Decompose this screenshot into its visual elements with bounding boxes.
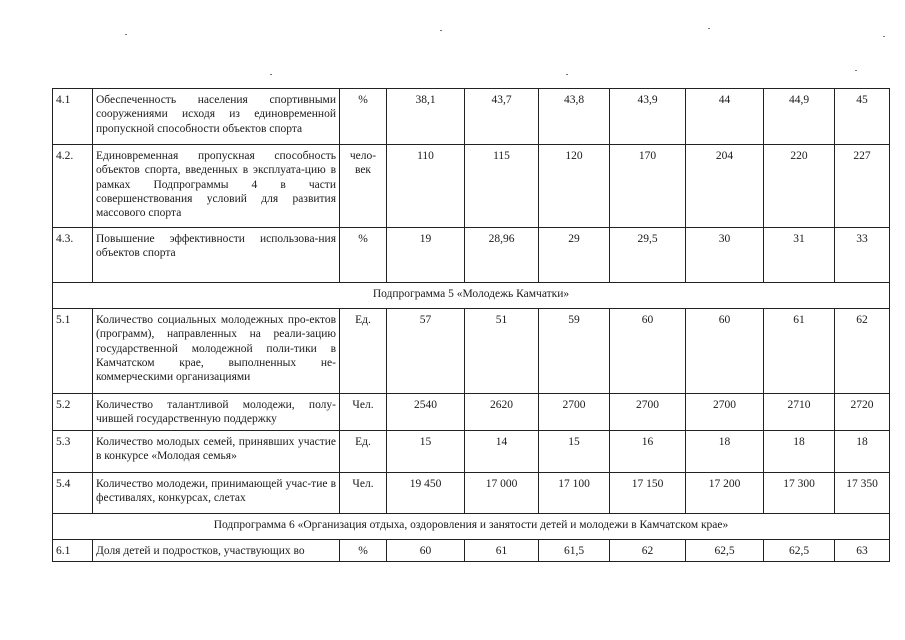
value-cell: 2620 bbox=[465, 394, 539, 431]
value-cell: 33 bbox=[835, 228, 890, 283]
value-cell: 38,1 bbox=[387, 89, 465, 145]
value-cell: 62 bbox=[835, 309, 890, 394]
value-cell: 62,5 bbox=[764, 539, 835, 561]
value-cell: 227 bbox=[835, 145, 890, 228]
value-cell: 43,8 bbox=[539, 89, 610, 145]
unit-cell: Ед. bbox=[340, 309, 387, 394]
unit-cell: % bbox=[340, 89, 387, 145]
value-cell: 51 bbox=[465, 309, 539, 394]
row-number: 5.2 bbox=[53, 394, 93, 431]
row-number: 5.1 bbox=[53, 309, 93, 394]
scan-speck bbox=[855, 70, 857, 71]
unit-cell: Чел. bbox=[340, 394, 387, 431]
value-cell: 18 bbox=[686, 430, 764, 472]
value-cell: 31 bbox=[764, 228, 835, 283]
subprogram-title: Подпрограмма 5 «Молодежь Камчатки» bbox=[53, 283, 890, 309]
indicator-name: Повышение эффективности использова-ния объектов спорта bbox=[93, 228, 340, 283]
value-cell: 17 100 bbox=[539, 472, 610, 513]
value-cell: 19 450 bbox=[387, 472, 465, 513]
value-cell: 44,9 bbox=[764, 89, 835, 145]
value-cell: 2700 bbox=[610, 394, 686, 431]
unit-cell: % bbox=[340, 539, 387, 561]
value-cell: 29,5 bbox=[610, 228, 686, 283]
value-cell: 29 bbox=[539, 228, 610, 283]
scan-speck bbox=[708, 28, 710, 29]
table-row bbox=[53, 539, 890, 561]
value-cell: 60 bbox=[610, 309, 686, 394]
row-number: 4.2. bbox=[53, 145, 93, 228]
value-cell: 15 bbox=[539, 430, 610, 472]
scan-speck bbox=[270, 74, 272, 75]
value-cell: 120 bbox=[539, 145, 610, 228]
indicator-name: Обеспеченность населения спортивными сооружениями исходя из единовременной пропускной способности объектов спорта bbox=[93, 89, 340, 145]
value-cell: 59 bbox=[539, 309, 610, 394]
value-cell: 14 bbox=[465, 430, 539, 472]
value-cell: 204 bbox=[686, 145, 764, 228]
unit-cell: Чел. bbox=[340, 472, 387, 513]
value-cell: 17 200 bbox=[686, 472, 764, 513]
row-number: 5.4 bbox=[53, 472, 93, 513]
value-cell: 60 bbox=[686, 309, 764, 394]
table-row bbox=[53, 228, 890, 283]
indicator-name: Количество молодежи, принимающей учас-тие в фестивалях, конкурсах, слетах bbox=[93, 472, 340, 513]
table-row bbox=[53, 430, 890, 472]
indicators-table bbox=[52, 88, 890, 562]
value-cell: 62,5 bbox=[686, 539, 764, 561]
value-cell: 61 bbox=[764, 309, 835, 394]
value-cell: 110 bbox=[387, 145, 465, 228]
value-cell: 17 150 bbox=[610, 472, 686, 513]
value-cell: 17 350 bbox=[835, 472, 890, 513]
value-cell: 18 bbox=[835, 430, 890, 472]
value-cell: 30 bbox=[686, 228, 764, 283]
value-cell: 16 bbox=[610, 430, 686, 472]
value-cell: 45 bbox=[835, 89, 890, 145]
value-cell: 19 bbox=[387, 228, 465, 283]
scan-speck bbox=[125, 34, 127, 35]
value-cell: 17 000 bbox=[465, 472, 539, 513]
value-cell: 62 bbox=[610, 539, 686, 561]
table-row bbox=[53, 145, 890, 228]
value-cell: 57 bbox=[387, 309, 465, 394]
value-cell: 2710 bbox=[764, 394, 835, 431]
value-cell: 115 bbox=[465, 145, 539, 228]
table-body bbox=[53, 89, 890, 562]
subprogram-header-row bbox=[53, 513, 890, 539]
subprogram-title: Подпрограмма 6 «Организация отдыха, оздоровления и занятости детей и молодежи в Камчатском крае» bbox=[53, 513, 890, 539]
value-cell: 15 bbox=[387, 430, 465, 472]
value-cell: 63 bbox=[835, 539, 890, 561]
unit-cell: чело-век bbox=[340, 145, 387, 228]
table-row bbox=[53, 309, 890, 394]
value-cell: 28,96 bbox=[465, 228, 539, 283]
row-number: 6.1 bbox=[53, 539, 93, 561]
row-number: 4.3. bbox=[53, 228, 93, 283]
indicator-name: Количество молодых семей, принявших участие в конкурсе «Молодая семья» bbox=[93, 430, 340, 472]
table-row bbox=[53, 394, 890, 431]
value-cell: 43,9 bbox=[610, 89, 686, 145]
indicator-name: Количество социальных молодежных про-ектов (программ), направленных на реали-зацию государственной молодежной поли-тики в Камчатском крае, выполненных не-коммерческими организациями bbox=[93, 309, 340, 394]
indicator-name: Количество талантливой молодежи, полу-чившей государственную поддержку bbox=[93, 394, 340, 431]
value-cell: 2720 bbox=[835, 394, 890, 431]
value-cell: 61 bbox=[465, 539, 539, 561]
value-cell: 17 300 bbox=[764, 472, 835, 513]
row-number: 5.3 bbox=[53, 430, 93, 472]
indicator-name: Единовременная пропускная способность объектов спорта, введенных в эксплуата-цию в рамках Подпрограммы 4 в части совершенствования условий для развития массового спорта bbox=[93, 145, 340, 228]
table-row bbox=[53, 89, 890, 145]
unit-cell: % bbox=[340, 228, 387, 283]
subprogram-header-row bbox=[53, 283, 890, 309]
value-cell: 220 bbox=[764, 145, 835, 228]
value-cell: 43,7 bbox=[465, 89, 539, 145]
value-cell: 60 bbox=[387, 539, 465, 561]
value-cell: 2700 bbox=[686, 394, 764, 431]
value-cell: 2540 bbox=[387, 394, 465, 431]
row-number: 4.1 bbox=[53, 89, 93, 145]
scan-speck bbox=[566, 74, 568, 75]
unit-cell: Ед. bbox=[340, 430, 387, 472]
value-cell: 44 bbox=[686, 89, 764, 145]
value-cell: 61,5 bbox=[539, 539, 610, 561]
scan-speck bbox=[883, 36, 885, 37]
value-cell: 18 bbox=[764, 430, 835, 472]
value-cell: 2700 bbox=[539, 394, 610, 431]
indicator-name: Доля детей и подростков, участвующих во bbox=[93, 539, 340, 561]
scan-speck bbox=[440, 30, 442, 31]
value-cell: 170 bbox=[610, 145, 686, 228]
table-row bbox=[53, 472, 890, 513]
